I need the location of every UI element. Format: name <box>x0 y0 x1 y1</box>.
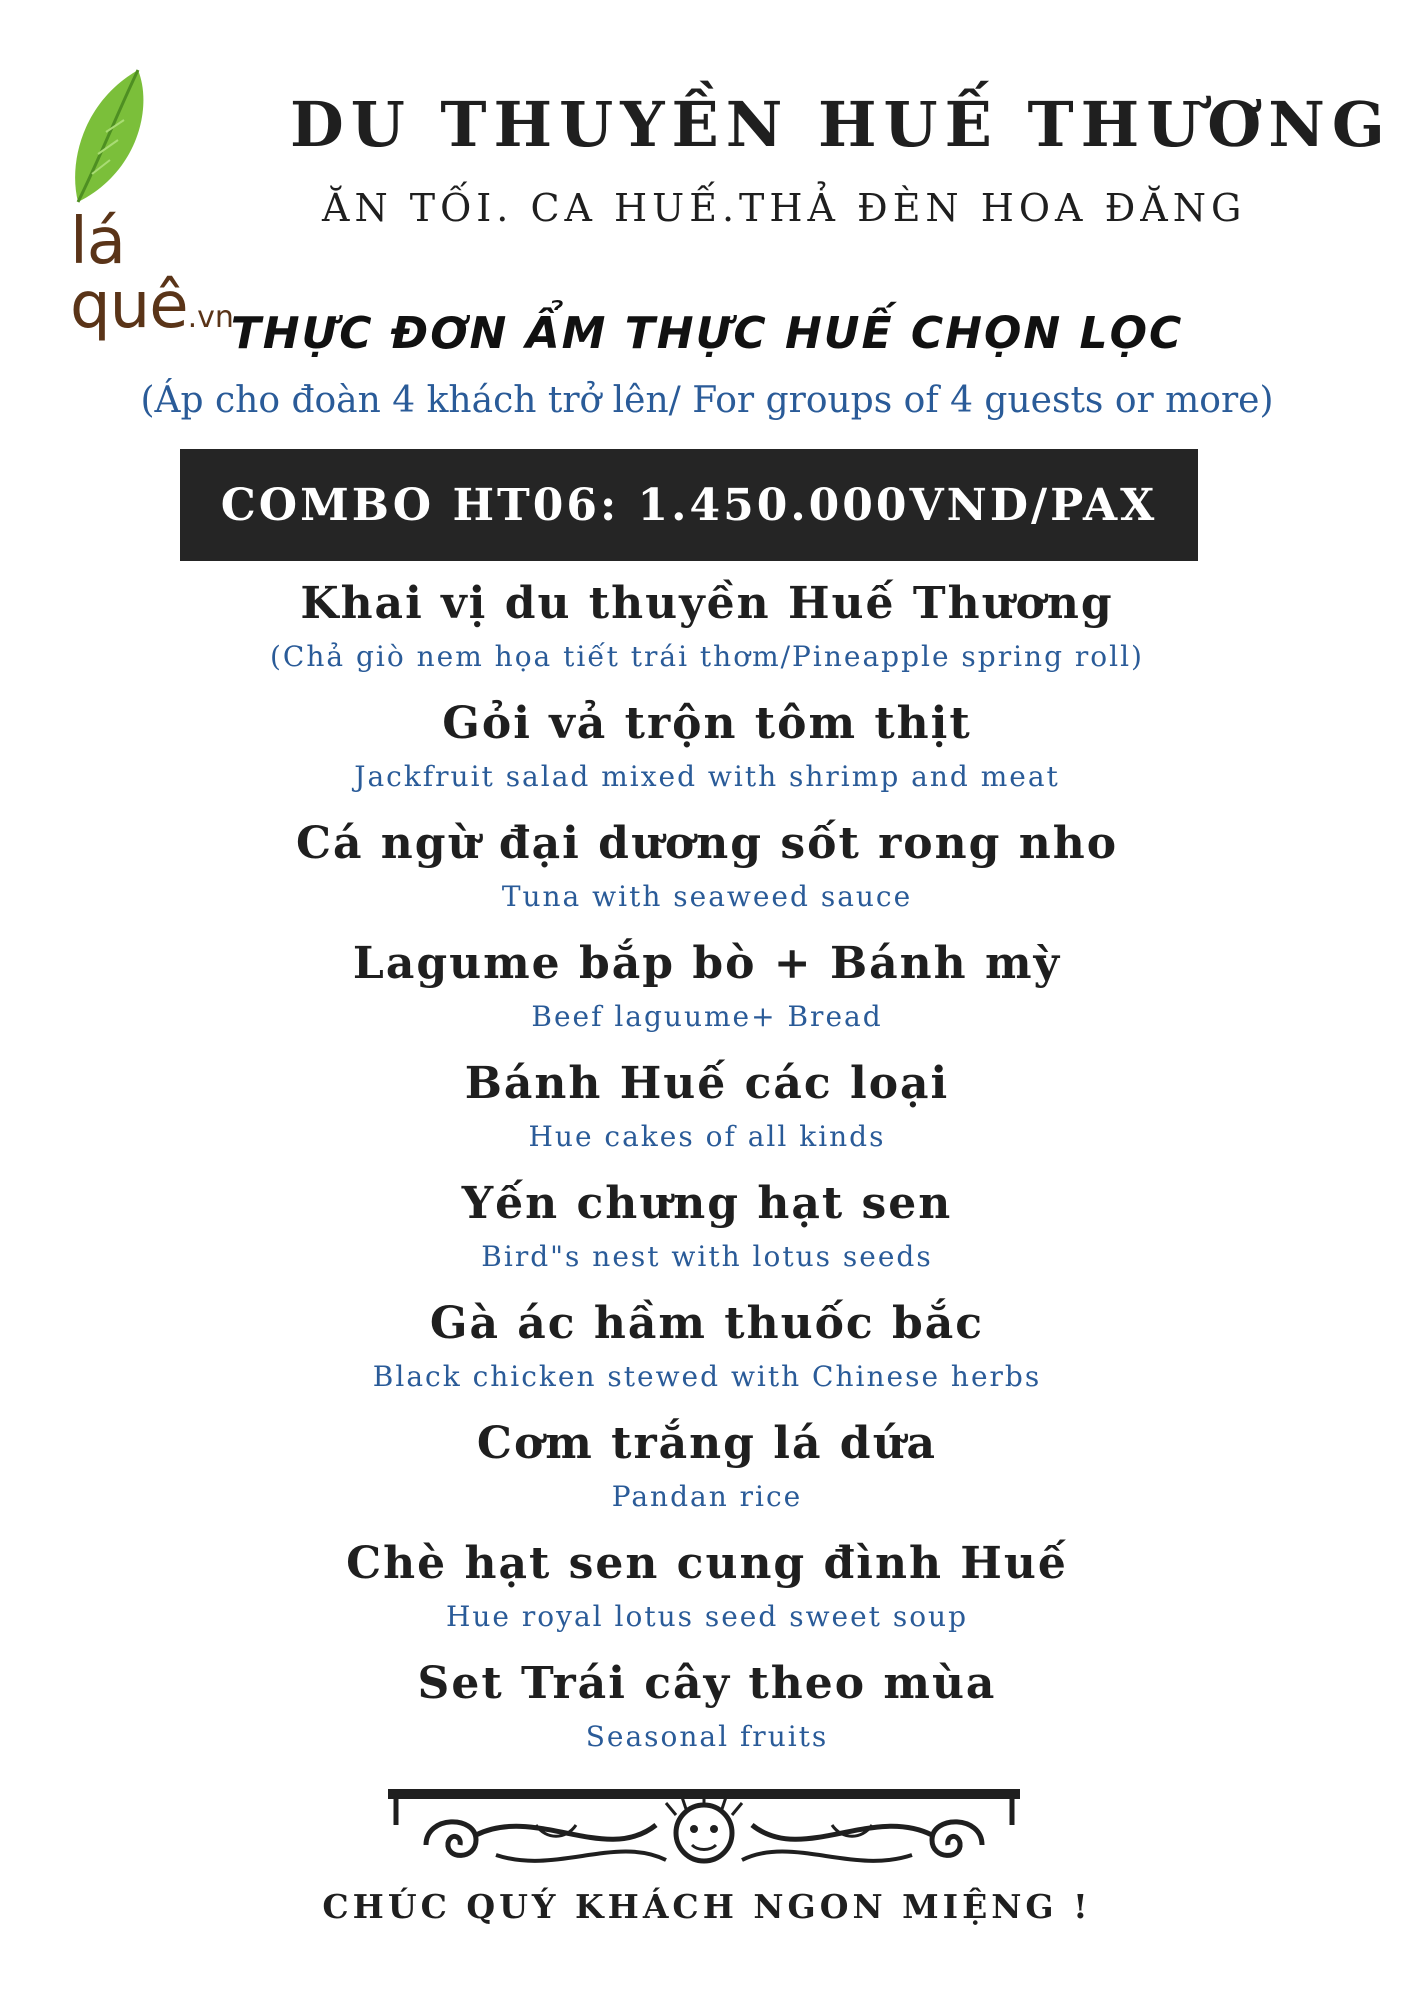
dish-name: Chè hạt sen cung đình Huế <box>346 1538 1068 1589</box>
closing-message: CHÚC QUÝ KHÁCH NGON MIỆNG ! <box>322 1887 1092 1926</box>
group-note: (Áp cho đoàn 4 khách trở lên/ For groups of 4 guests or more) <box>140 380 1274 421</box>
dish-item <box>0 934 1414 1054</box>
dish-name: Gỏi vả trộn tôm thịt <box>442 698 972 749</box>
dish-item <box>0 1654 1414 1774</box>
logo-wordmark: lá quê.vn <box>70 205 234 343</box>
dish-description: Hue royal lotus seed sweet soup <box>445 1600 969 1633</box>
brand-logo <box>58 62 288 343</box>
dish-description: Pandan rice <box>611 1480 803 1513</box>
dish-item <box>0 1534 1414 1654</box>
dish-name: Cơm trắng lá dứa <box>476 1418 938 1469</box>
dish-description: Tuna with seaweed sauce <box>501 880 913 913</box>
banana-leaf-icon <box>58 62 178 212</box>
dish-description: Seasonal fruits <box>585 1720 829 1753</box>
combo-banner <box>180 449 1198 561</box>
dish-name: Set Trái cây theo mùa <box>417 1658 997 1709</box>
page-subtitle: ĂN TỐI. CA HUẾ.THẢ ĐÈN HOA ĐĂNG <box>322 186 1247 230</box>
combo-price-label: COMBO HT06: 1.450.000VND/PAX <box>220 479 1158 531</box>
page-title: DU THUYỀN HUẾ THƯƠNG <box>290 88 1392 161</box>
dish-description: Hue cakes of all kinds <box>528 1120 886 1153</box>
dish-description: Beef laguume+ Bread <box>531 1000 883 1033</box>
dish-name: Lagume bắp bò + Bánh mỳ <box>352 938 1062 989</box>
dish-item <box>0 574 1414 694</box>
dish-item <box>0 1174 1414 1294</box>
dish-item <box>0 1294 1414 1414</box>
decorative-scroll-ornament-icon <box>386 1785 1022 1880</box>
dish-item <box>0 1414 1414 1534</box>
dish-item <box>0 814 1414 934</box>
dish-item <box>0 694 1414 814</box>
dish-description: Bird"s nest with lotus seeds <box>481 1240 933 1273</box>
dish-name: Yến chưng hạt sen <box>461 1178 953 1229</box>
dish-description: Jackfruit salad mixed with shrimp and meat <box>354 760 1060 793</box>
dish-name: Bánh Huế các loại <box>464 1058 950 1109</box>
dish-description: Black chicken stewed with Chinese herbs <box>372 1360 1042 1393</box>
dish-item <box>0 1054 1414 1174</box>
dish-name: Cá ngừ đại dương sốt rong nho <box>295 818 1119 869</box>
menu-heading: THỰC ĐƠN ẨM THỰC HUẾ CHỌN LỌC <box>230 308 1184 359</box>
dish-name: Khai vị du thuyền Huế Thương <box>300 578 1114 629</box>
dish-description: (Chả giò nem họa tiết trái thơm/Pineapple spring roll) <box>270 640 1144 673</box>
dish-name: Gà ác hầm thuốc bắc <box>429 1298 985 1349</box>
dish-list <box>0 574 1414 1774</box>
